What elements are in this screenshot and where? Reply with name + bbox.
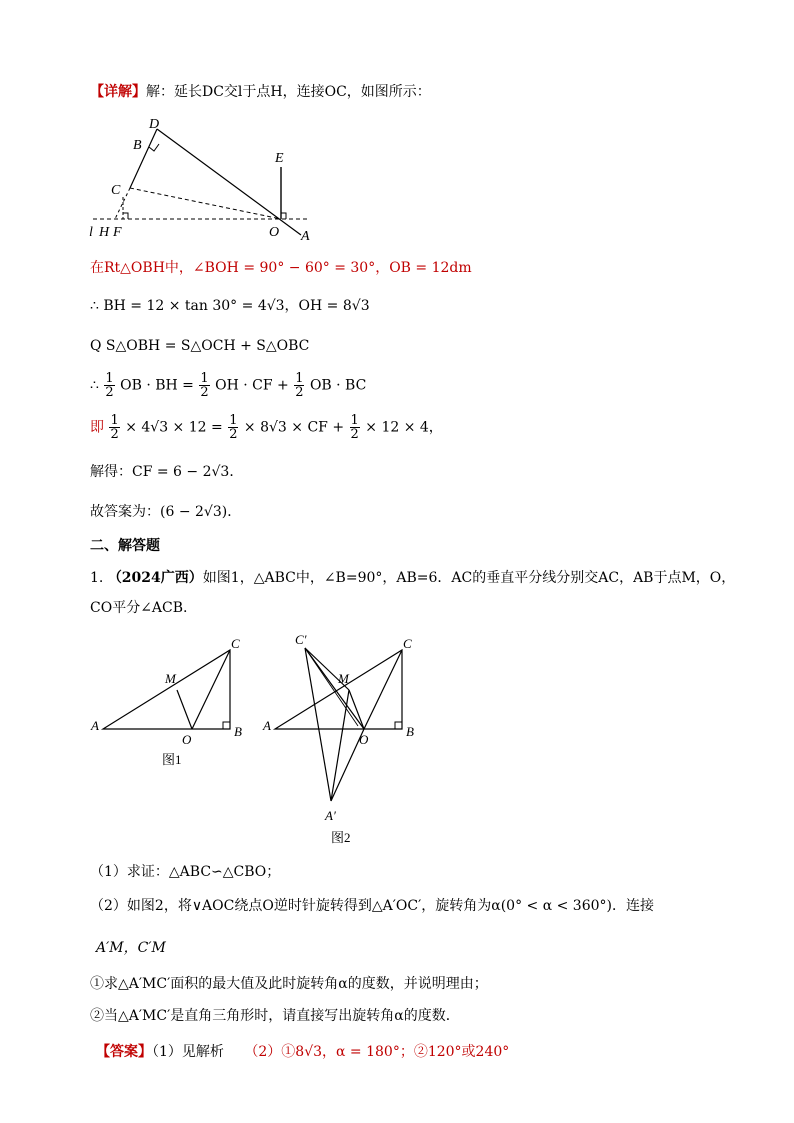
eq-line-6: 解得：CF = 6 − 2√3． [90,464,244,480]
label-o: O [269,225,280,240]
answer-part-2: （2）①8√3，α = 180°；②120°或240° [244,1044,510,1060]
right-angle-o [281,213,286,219]
eq5-term-1: × 4√3 × 12 = [125,419,223,436]
answer-line [96,1042,509,1062]
label-c: C [111,183,121,198]
label-a-prime: A′ [325,808,336,823]
segment-c-prime-o [305,648,364,729]
detail-bracket: 【详解】 [90,84,146,100]
fraction-half: $\frac{1}{2}$ [229,413,238,442]
right-angle-b [395,722,402,729]
solution-intro [90,82,431,102]
question-number: 1. [90,570,104,586]
segment-a-prime-m [331,690,349,801]
figure-2-caption: 图2 [331,830,351,845]
segment-mo [177,690,192,729]
label-b: B [406,724,414,739]
question-text-1: 如图1，△ABC中，∠B=90°，AB=6．AC的垂直平分线分别交AC，AB于点M，O， [202,570,736,586]
segment-c-prime-a-prime [305,648,331,801]
eq-line-3: Q S△OBH = S△OCH + S△OBC [90,338,310,354]
eq-line-5 [90,414,443,441]
question-1-line-1 [90,568,735,588]
label-l: l [89,225,93,240]
label-m: M [338,671,349,686]
part-2-sub-2: ②当△A′MC′是直角三角形时，请直接写出旋转角α的度数． [90,1008,460,1024]
answer-label: 【答案】 [96,1044,152,1060]
label-c: C [403,636,412,651]
geometry-figure-2 [255,628,425,848]
eq4-term-1: OB · BH = [120,377,194,394]
label-a: A [91,718,99,733]
right-angle-b [149,144,159,151]
section-title: 二、解答题 [90,538,160,554]
label-c-prime: C′ [295,632,307,647]
right-angle-f [123,213,128,219]
label-f: F [113,225,122,240]
geometry-figure-0 [85,112,325,242]
label-d: D [149,117,160,132]
label-m: M [165,671,176,686]
therefore-sign: ∴ [90,377,99,394]
eq-line-2: ∴ BH = 12 × tan 30° = 4√3，OH = 8√3 [90,298,370,314]
label-b: B [133,138,142,153]
label-a: A [301,229,310,242]
label-e: E [275,151,284,166]
label-c: C [231,636,240,651]
geometry-figure-1 [85,630,255,770]
fraction-half: $\frac{1}{2}$ [350,413,359,442]
label-o: O [182,732,192,747]
fraction-half: $\frac{1}{2}$ [110,413,119,442]
question-1-line-2: CO平分∠ACB. [90,600,188,616]
fraction-half: $\frac{1}{2}$ [200,371,209,400]
label-b: B [234,724,242,739]
right-angle-b [223,722,230,729]
eq5-term-2: × 8√3 × CF + [243,419,345,436]
ji-label: 即 [90,419,104,436]
label-h: H [99,225,110,240]
question-source: （2024广西） [107,570,203,586]
part-1: （1）求证：△ABC∽△CBO； [90,864,281,880]
part-2-line-2: A′M，C′M [96,940,166,956]
eq4-term-3: OB · BC [309,377,367,394]
segment-m-prime-o [305,648,358,726]
eq-line-4 [90,372,366,399]
figure-1-caption: 图1 [162,752,182,767]
eq4-term-2: OH · CF + [215,377,289,394]
eq-line-7: 故答案为：(6 − 2√3)． [90,504,242,520]
answer-part-1: （1）见解析 [152,1044,224,1060]
part-2-sub-1: ①求△A′MC′面积的最大值及此时旋转角α的度数，并说明理由； [90,976,488,992]
label-o: O [359,732,369,747]
solution-text: 解：延长DC交l于点H，连接OC，如图所示： [146,84,431,100]
eq5-term-3: × 12 × 4， [365,419,443,436]
eq-line-1: 在Rt△OBH中，∠BOH = 90° − 60° = 30°，OB = 12dm [90,260,472,276]
fraction-half: $\frac{1}{2}$ [105,371,114,400]
fraction-half: $\frac{1}{2}$ [295,371,304,400]
part-2-line-1: （2）如图2，将∨AOC绕点O逆时针旋转得到△A′OC′，旋转角为α(0° < α < 360°)．连接 [90,898,654,914]
label-a: A [263,718,271,733]
